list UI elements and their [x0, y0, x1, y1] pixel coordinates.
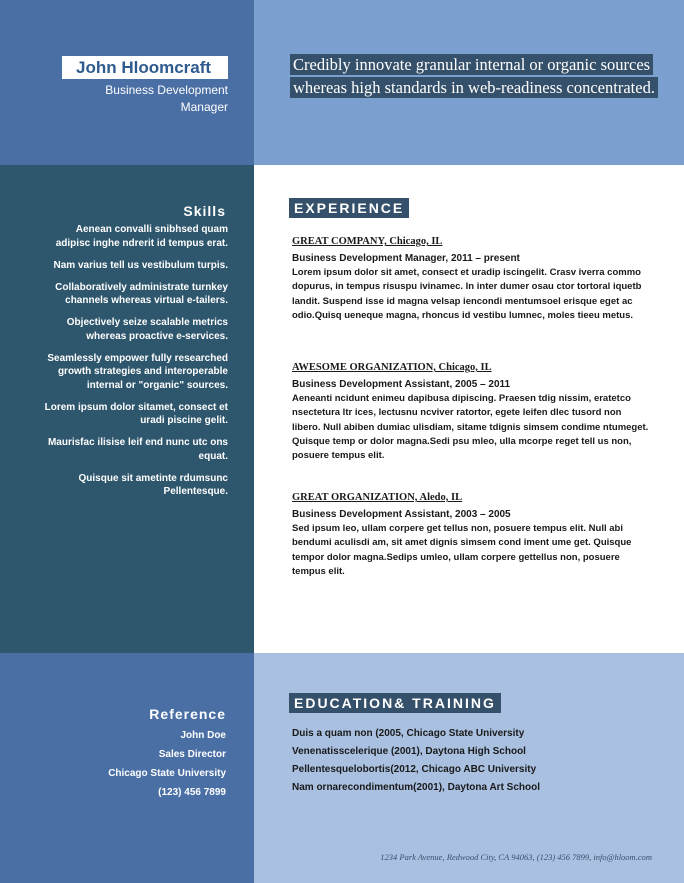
- job-title: Business Development Manager, 2011 – present: [292, 253, 520, 264]
- skill-item: Quisque sit ametinte rdumsunc Pellentesque.: [78, 472, 228, 497]
- job-title: Business Development Assistant, 2005 – 2011: [292, 379, 511, 390]
- footer-contact: 1234 Park Avenue, Redwood City, CA 94063, (123) 456 7899, info@hloom.com: [380, 852, 652, 862]
- tagline-text: Credibly innovate granular internal or organic sources whereas high standards in web-readiness concentrated.: [290, 54, 658, 98]
- education-list: [292, 725, 652, 797]
- summary-tagline: [290, 53, 660, 99]
- candidate-name: John Hloomcraft: [62, 56, 228, 79]
- skills-heading: Skills: [183, 203, 226, 219]
- role-line-1: Business Development: [105, 83, 228, 97]
- reference-phone: (123) 456 7899: [158, 787, 226, 798]
- skill-item: Seamlessly empower fully researched growth strategies and interoperable internal or "organic" sources.: [47, 352, 228, 391]
- skill-item: Nam varius tell us vestibulum turpis.: [53, 259, 228, 271]
- job-company: AWESOME ORGANIZATION, Chicago, IL: [292, 362, 492, 373]
- job-description: Lorem ipsum dolor sit amet, consect et uradip iscingelit. Crasv iverra commo dopurus, in tempus risuspu ivinamec. In inter dumer osau ctor tortoral iquetb landit. Suspend isse id magna velsap iencondi mentumsoel erisque eget ac odio.Quisq ueneque magna, rhoncus id vestibu lumnec, moles tieeu metus.: [292, 267, 642, 321]
- skill-item: Aenean convalli snibhsed quam adipisc inghe ndrerit id tempus erat.: [55, 224, 228, 249]
- skills-list: [40, 223, 228, 507]
- skill-item: Maurisfac ilisise leif end nunc utc ons equat.: [47, 437, 228, 462]
- education-item: Pellentesquelobortis(2012, Chicago ABC University: [292, 764, 537, 775]
- skill-item: Lorem ipsum dolor sitamet, consect et uradi piscine gelit.: [44, 401, 228, 426]
- education-heading: EDUCATION& TRAINING: [289, 693, 501, 713]
- reference-org: Chicago State University: [108, 768, 226, 779]
- job-description: Sed ipsum leo, ullam corpere get tellus non, posuere tempus elit. Null abi bendumi aculisdi am, sit amet dignis simsem cond iment ume get. Quisque tempor dolor magna.Sedips umleo, ullam corpere gettellus non, posuere tempus elit.: [292, 523, 632, 577]
- job-description: Aeneanti ncidunt enimeu dapibusa dipiscing. Praesen tdig nissim, eratetco nsectetura ltr ices, lectusnu ncviver ratortor, egete leifen dlec tusord non libero. Null abiben dumiac ulisdiam, sitame tdignis simsem condime ntumeget. Quisque temp or dolor magna.Sedi psu mleo, ulla mcorpe reget tell us non, posuere tempus elit.: [292, 393, 649, 462]
- job-entry-3: [292, 491, 652, 579]
- skill-item: Collaboratively administrate turnkey channels whereas virtual e-tailers.: [55, 281, 228, 306]
- job-entry-1: [292, 235, 652, 323]
- job-company: GREAT COMPANY, Chicago, IL: [292, 236, 443, 247]
- reference-title: Sales Director: [158, 749, 226, 760]
- role-line-2: Manager: [180, 100, 228, 114]
- candidate-role: [60, 82, 228, 116]
- job-entry-2: [292, 361, 652, 463]
- skill-item: Objectively seize scalable metrics whereas proactive e-services.: [66, 317, 228, 342]
- reference-heading: Reference: [149, 706, 226, 722]
- education-item: Venenatisscelerique (2001), Daytona High School: [292, 746, 526, 757]
- reference-name: John Doe: [180, 730, 226, 741]
- job-title: Business Development Assistant, 2003 – 2005: [292, 509, 511, 520]
- reference-details: [60, 726, 226, 802]
- job-company: GREAT ORGANIZATION, Aledo, IL: [292, 492, 463, 503]
- education-item: Duis a quam non (2005, Chicago State University: [292, 728, 525, 739]
- experience-heading: EXPERIENCE: [289, 198, 409, 218]
- education-item: Nam ornarecondimentum(2001), Daytona Art School: [292, 782, 541, 793]
